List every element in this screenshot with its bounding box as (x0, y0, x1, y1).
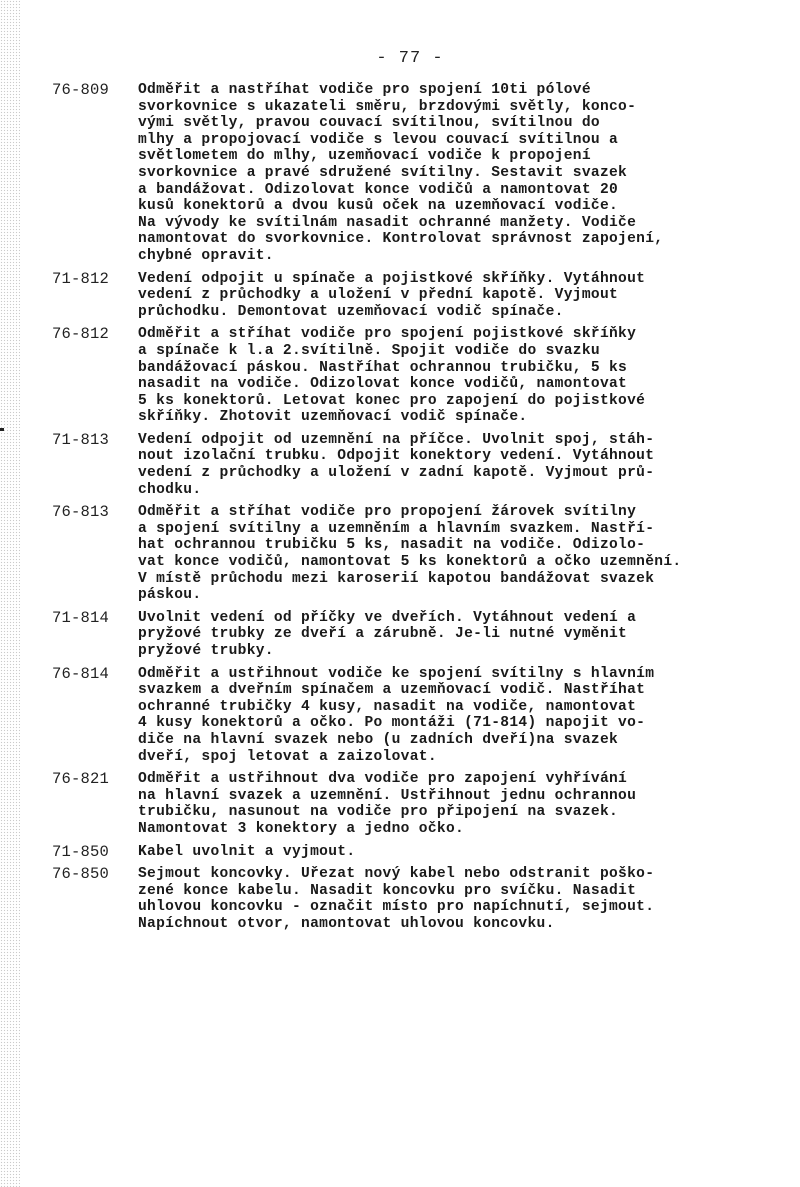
operation-entry (0, 666, 800, 766)
operation-code: 76-809 (52, 81, 110, 99)
operation-description: Kabel uvolnit a vyjmout. (138, 843, 356, 860)
operation-code: 76-821 (52, 770, 110, 789)
operation-description: Vedení odpojit u spínače a pojistkové skříňky. Vytáhnout vedení z průchodky a uložení v přední kapotě. Vyjmout průchodku. Demontovat uzemňovací vodič spínače. (138, 270, 646, 320)
operation-description: Odměřit a ustřihnout dva vodiče pro zapojení vyhřívání na hlavní svazek a uzemnění. Ustřihnout jednu ochrannou trubičku, nasunout na vodiče pro připojení na svazek. Namontovat 3 konektory a jedno očko. (138, 771, 637, 837)
operation-description: Sejmout koncovky. Uřezat nový kabel nebo odstranit poško- zené konce kabelu. Nasadit koncovku pro svíčku. Nasadit uhlovou koncovku - označit místo pro napíchnutí, sejmout. Napíchnout otvor, namontovat uhlovou koncovku. (138, 866, 655, 932)
operation-description: Vedení odpojit od uzemnění na příčce. Uvolnit spoj, stáh- nout izolační trubku. Odpojit konektory vedení. Vytáhnout vedení z průchodky a uložení v zadní kapotě. Vyjmout prů- chodku. (138, 431, 655, 498)
operation-entry (0, 610, 800, 660)
operation-entry (0, 432, 800, 498)
operation-entry (0, 82, 800, 265)
operation-entry (0, 326, 800, 426)
operation-code: 71-813 (52, 430, 110, 449)
operation-entry (0, 504, 800, 604)
operation-description: Odměřit a ustřihnout vodiče ke spojení svítilny s hlavním svazkem a dveřním spínačem a uzemňovací vodič. Nastříhat ochranné trubičky 4 kusy, nasadit na vodiče, namontovat 4 kusy konektorů a očko. Po montáži (71-814) napojit vo- diče na hlavní svazek nebo (u zadních dveří)na svazek dveří, spoj letovat a zaizolovat. (138, 665, 655, 765)
operation-code: 76-813 (52, 503, 110, 522)
operation-code: 71-814 (52, 608, 110, 627)
operation-code: 76-812 (52, 325, 110, 344)
operation-code: 71-850 (52, 842, 110, 861)
operation-entry (0, 866, 800, 932)
operation-list (0, 82, 800, 939)
operation-description: Odměřit a stříhat vodiče pro spojení pojistkové skříňky a spínače k l.a 2.svítilně. Spojit vodiče do svazku bandážovací páskou. Nastříhat ochrannou trubičku, 5 ks nasadit na vodiče. Odizolovat konce vodičů, namontovat 5 ks konektorů. Letovat konec pro zapojení do pojistkové skříňky. Zhotovit uzemňovací vodič spínače. (138, 326, 646, 426)
operation-entry (0, 271, 800, 321)
page-number: - 77 - (376, 49, 444, 68)
operation-code: 76-850 (52, 865, 110, 884)
operation-entry (0, 844, 800, 861)
operation-description: Odměřit a nastříhat vodiče pro spojení 10ti pólové svorkovnice s ukazateli směru, brzdovými světly, konco- vými světly, pravou couvací svítilnou, svítilnou do mlhy a propojovací vodiče s levou couvací svítilnou a světlometem do mlhy, uzemňovací vodiče k propojení svorkovnice a pravé sdružené svítilny. Sestavit svazek a bandážovat. Odizolovat konce vodičů a namontovat 20 kusů konektorů a dvou kusů oček na uzemňovací vodiče. Na vývody ke svítilnám nasadit ochranné manžety. Vodiče namontovat do svorkovnice. Kontrolovat správnost zapojení, chybné opravit. (138, 82, 664, 264)
operation-description: Uvolnit vedení od příčky ve dveřích. Vytáhnout vedení a pryžové trubky ze dveří a zárubně. Je-li nutné vyměnit pryžové trubky. (138, 609, 637, 659)
operation-entry (0, 771, 800, 837)
operation-description: Odměřit a stříhat vodiče pro propojení žárovek svítilny a spojení svítilny a uzemněním a hlavním svazkem. Nastří- hat ochrannou trubičku 5 ks, nasadit na vodiče. Odizolo- vat konce vodičů, namontovat 5 ks konektorů a očko uzemnění. V místě průchodu mezi karoserií kapotou bandážovat svazek páskou. (138, 504, 682, 604)
operation-code: 76-814 (52, 664, 110, 683)
operation-code: 71-812 (52, 269, 110, 288)
